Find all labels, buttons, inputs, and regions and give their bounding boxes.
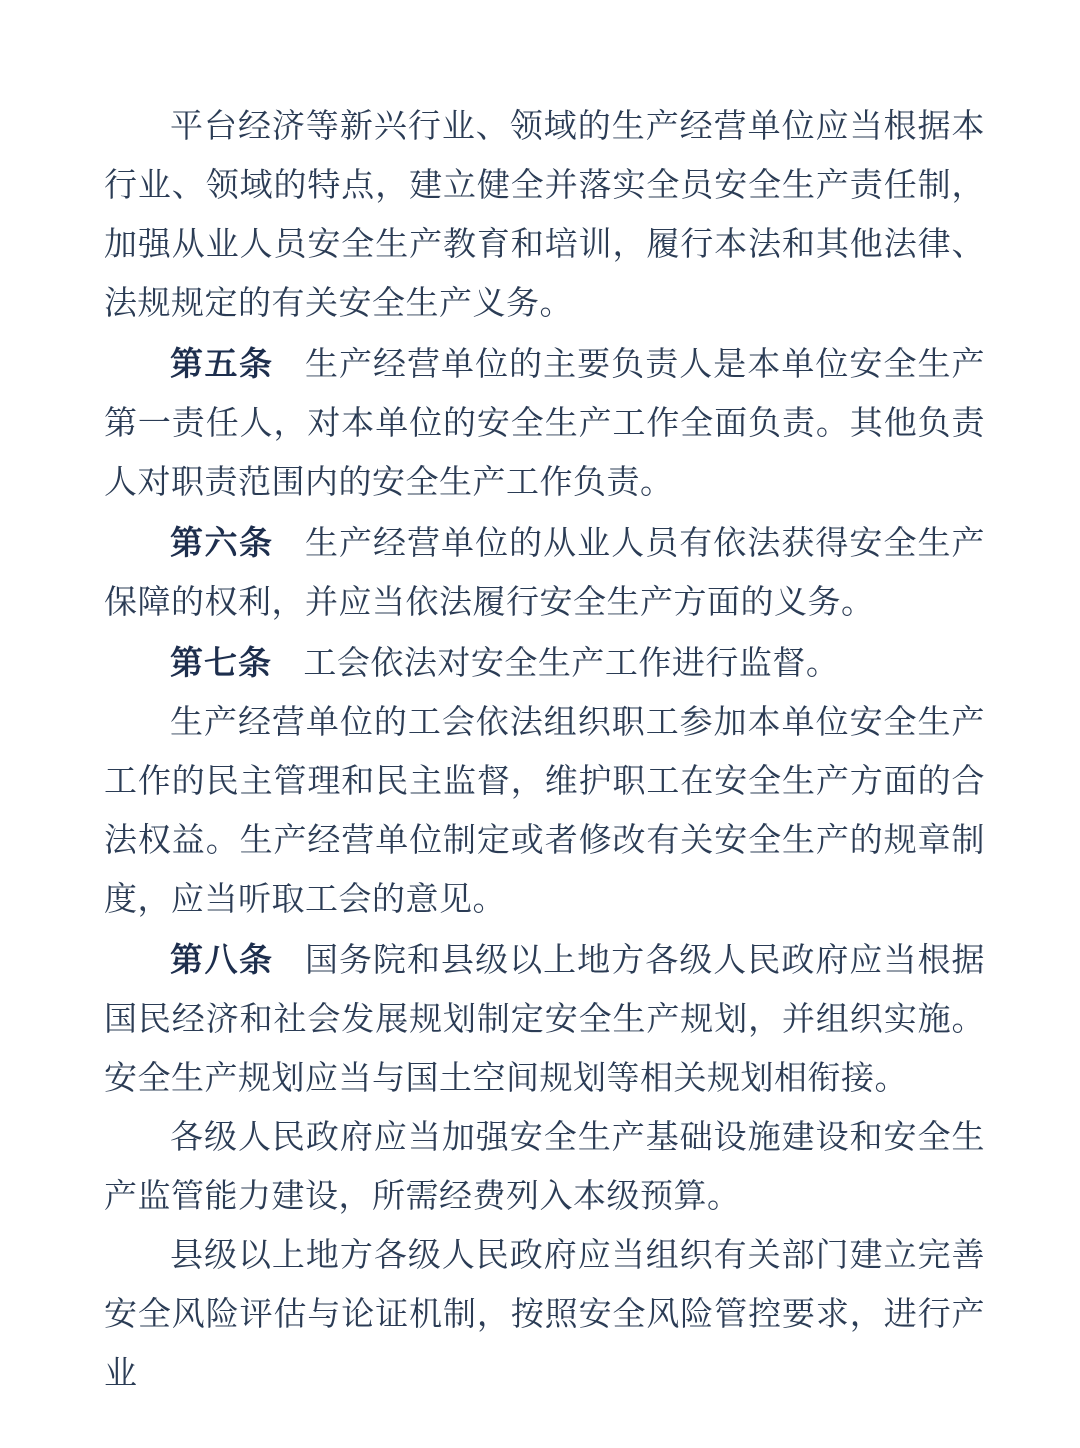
body-paragraph <box>104 1109 985 1227</box>
paragraph-text: 国务院和县级以上地方各级人民政府应当根据国民经济和社会发展规划制定安全生产规划，并组织实施。安全生产规划应当与国土空间规划等相关规划相衔接。 <box>104 943 986 1097</box>
body-paragraph <box>104 694 985 930</box>
paragraph-text: 工会依法对安全生产工作进行监督。 <box>303 646 840 682</box>
body-paragraph <box>104 1227 985 1404</box>
article-paragraph <box>104 633 985 694</box>
article-number-label: 第五条 <box>170 345 274 382</box>
body-paragraph <box>104 98 985 334</box>
article-number-label: 第七条 <box>170 644 272 681</box>
paragraph-text: 生产经营单位的从业人员有依法获得安全生产保障的权利，并应当依法履行安全生产方面的义务。 <box>104 526 986 621</box>
article-paragraph <box>104 930 985 1109</box>
law-text-body <box>104 98 985 1404</box>
article-number-label: 第八条 <box>170 941 274 978</box>
paragraph-text: 生产经营单位的工会依法组织职工参加本单位安全生产工作的民主管理和民主监督，维护职工在安全生产方面的合法权益。生产经营单位制定或者修改有关安全生产的规章制度，应当听取工会的意见。 <box>104 705 985 918</box>
paragraph-text: 生产经营单位的主要负责人是本单位安全生产第一责任人，对本单位的安全生产工作全面负责。其他负责人对职责范围内的安全生产工作负责。 <box>104 347 986 501</box>
article-paragraph <box>104 513 985 633</box>
paragraph-text: 平台经济等新兴行业、领域的生产经营单位应当根据本行业、领域的特点，建立健全并落实全员安全生产责任制，加强从业人员安全生产教育和培训，履行本法和其他法律、法规规定的有关安全生产义务。 <box>104 109 985 322</box>
article-paragraph <box>104 334 985 513</box>
paragraph-text: 县级以上地方各级人民政府应当组织有关部门建立完善安全风险评估与论证机制，按照安全风险管控要求，进行产业 <box>104 1238 985 1392</box>
paragraph-text: 各级人民政府应当加强安全生产基础设施建设和安全生产监管能力建设，所需经费列入本级预算。 <box>104 1120 985 1215</box>
article-number-label: 第六条 <box>170 524 274 561</box>
